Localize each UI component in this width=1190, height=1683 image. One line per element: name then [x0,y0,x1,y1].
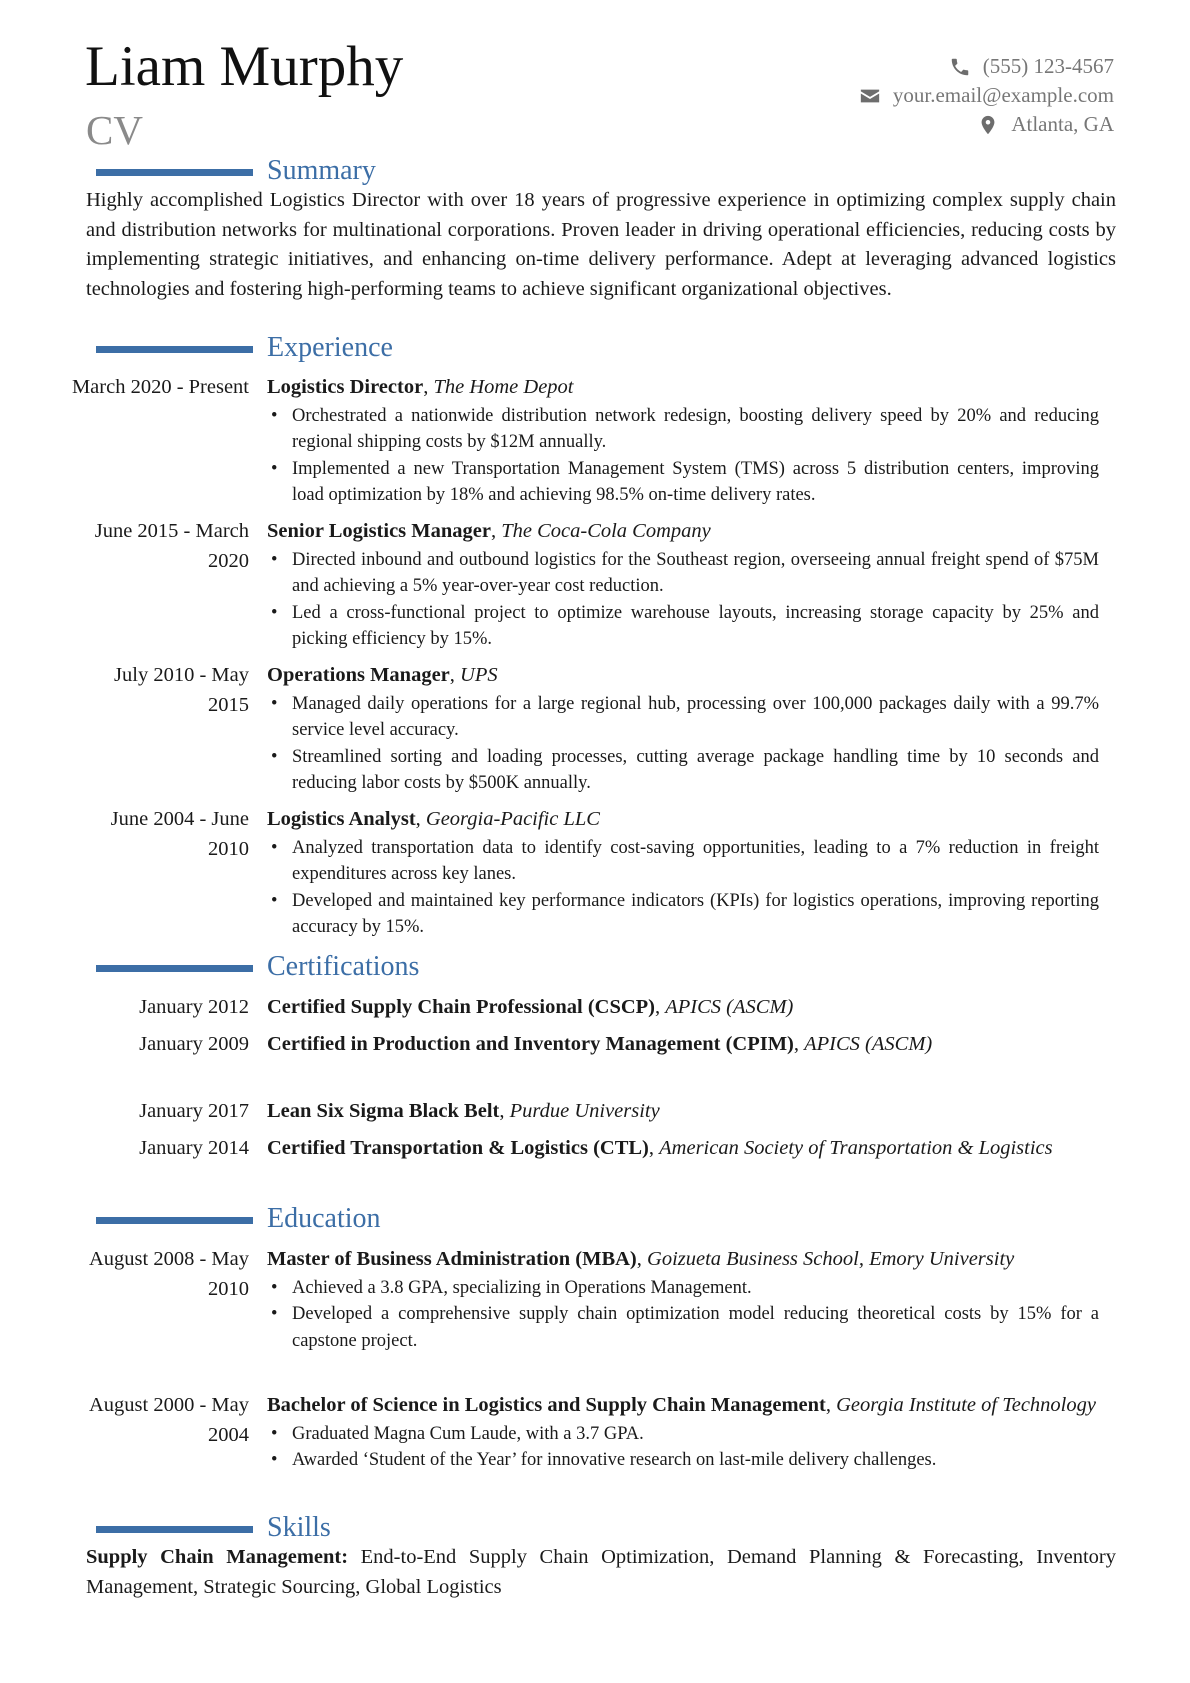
bullet-item: • Developed a comprehensive supply chain optimization model reducing theoretical costs by 15% for a capstone project. [267,1301,1099,1354]
bullet-item: • Led a cross-functional project to optimize warehouse layouts, increasing storage capacity by 25% and picking efficiency by 15%. [267,600,1099,653]
experience-section-head [0,331,1190,367]
certification-title: Lean Six Sigma Black Belt [267,1100,500,1122]
bullet-item: • Achieved a 3.8 GPA, specializing in Operations Management. [267,1275,1099,1302]
degree-title: Bachelor of Science in Logistics and Supply Chain Management [267,1394,826,1416]
entry-date: March 2020 - Present [71,376,249,398]
bullet-item: • Streamlined sorting and loading processes, cutting average package handling time by 10 seconds and reducing labor costs by $500K annually. [267,744,1099,797]
document-subtitle: CV [86,107,143,153]
issuer: APICS (ASCM) [804,1033,933,1055]
bullet-item: • Awarded ‘Student of the Year’ for innovative research on last-mile delivery challenges. [267,1447,1099,1474]
skills-category: Supply Chain Management: [86,1546,349,1568]
employer: UPS [460,664,498,686]
section-rule [96,169,253,176]
skills-section-head [0,1511,1190,1547]
job-title: Operations Manager [267,664,450,686]
job-title: Logistics Director [267,376,424,398]
issuer: APICS (ASCM) [665,996,794,1018]
skills-text [86,1543,1116,1602]
certification-title: Certified Supply Chain Professional (CSCP) [267,996,656,1018]
map-marker-icon [977,114,999,136]
summary-heading: Summary [267,155,376,186]
entry-date: January 2012 [139,996,249,1018]
section-rule [96,965,253,972]
section-rule [96,1217,253,1224]
certifications-heading: Certifications [267,951,420,982]
institution: Georgia Institute of Technology [836,1394,1096,1416]
entry-date: June 2004 - June 2010 [110,808,249,860]
education-heading: Education [267,1203,381,1234]
bullet-item: • Managed daily operations for a large regional hub, processing over 100,000 packages daily with a 99.7% service level accuracy. [267,691,1099,744]
skills-heading: Skills [267,1512,331,1543]
bullet-item: • Implemented a new Transportation Management System (TMS) across 5 distribution centers, improving load optimization by 18% and achieving 98.5% on-time delivery rates. [267,456,1099,509]
email-link[interactable]: your.email@example.com [892,83,1114,107]
issuer: American Society of Transportation & Logistics [659,1137,1053,1159]
job-title: Senior Logistics Manager [267,520,491,542]
employer: Georgia-Pacific LLC [425,808,600,830]
entry-date: June 2015 - March 2020 [94,520,249,572]
envelope-icon [859,85,881,107]
issuer: Purdue University [509,1100,660,1122]
institution: Goizueta Business School, Emory University [647,1248,1015,1270]
experience-heading: Experience [267,332,393,363]
location-text: Atlanta, GA [1011,112,1114,136]
education-section-head [0,1202,1190,1238]
bullet-item: • Graduated Magna Cum Laude, with a 3.7 GPA. [267,1421,1099,1448]
entry-date: July 2010 - May 2015 [114,664,249,716]
certification-title: Certified in Production and Inventory Management (CPIM) [267,1033,794,1055]
section-rule [96,346,253,353]
summary-section-head [0,154,1190,190]
skills-list: End-to-End Supply Chain Optimization, Demand Planning & Forecasting, Inventory Management, Strategic Sourcing, Global Logistics [86,1546,1116,1598]
certification-title: Certified Transportation & Logistics (CTL) [267,1137,649,1159]
contact-block [859,52,1114,139]
phone-icon [949,56,971,78]
degree-title: Master of Business Administration (MBA) [267,1248,637,1270]
entry-date: August 2000 - May 2004 [88,1394,249,1446]
bullet-item: • Orchestrated a nationwide distribution network redesign, boosting delivery speed by 20% and reducing regional shipping costs by $12M annually. [267,403,1099,456]
job-title: Logistics Analyst [267,808,416,830]
entry-date: January 2009 [139,1033,249,1055]
bullet-item: • Developed and maintained key performance indicators (KPIs) for logistics operations, improving reporting accuracy by 15%. [267,888,1099,941]
employer: The Home Depot [433,376,574,398]
bullet-item: • Directed inbound and outbound logistics for the Southeast region, overseeing annual freight spend of $75M and achieving a 5% year-over-year cost reduction. [267,547,1099,600]
entry-date: January 2014 [139,1137,249,1159]
phone-text[interactable]: (555) 123-4567 [982,54,1114,78]
section-rule [96,1526,253,1533]
bullet-item: • Analyzed transportation data to identify cost-saving opportunities, leading to a 7% reduction in freight expenditures across key lanes. [267,835,1099,888]
candidate-name: Liam Murphy [85,35,404,98]
employer: The Coca-Cola Company [501,520,711,542]
entry-date: January 2017 [139,1100,249,1122]
contact-location [859,110,1114,139]
summary-text: Highly accomplished Logistics Director with over 18 years of progressive experience in optimizing complex supply chain and distribution networks for multinational corporations. Proven leader in driving operational efficiencies, reducing costs by implementing strategic initiatives, and enhancing on-time delivery performance. Adept at leveraging advanced logistics technologies and fostering high-performing teams to achieve significant organizational objectives. [86,189,1116,300]
certifications-section-head [0,950,1190,986]
cv-page: Liam Murphy CV (555) 123-4567 your.email@example.com Atlanta, GA Summary Highly accomplished Logistics Director with over 18 years of progressive experience in optimizing complex supply chain and distribution networks for multinational corporations. Proven leader in driving operational efficiencies, reducing costs by implementing strategic initiatives, and enhancing on-time delivery performance. Adept at leveraging advanced logistics technologies and fostering high-performing teams to achieve significant organizational objectives. Experience March 2020 - Present Logistics Director, The Home Depot • Orchestrated a nationwide distribution network redesign, boosting delivery speed by 20% and reducing regional shipping costs by $12M annually. • Implemented a new Transportation Management System (TMS) across 5 distribution centers, improving load optimization by 18% and achieving 98.5% on-time delivery rates. June 2015 - March 2020 Senior Logistics Manager, The Coca-Cola Company • Directed inbound and outbound logistics for the Southeast region, overseeing annual freight spend of $75M and achieving a 5% year-over-year cost reduction. • Led a cross-functional project to optimize warehouse layouts, increasing storage capacity by 25% and picking efficiency by 15%. July 2010 - May 2015 Operations Manager, UPS • Managed daily operations for a large regional hub, processing over 100,000 packages daily with a 99.7% service level accuracy. • Streamlined sorting and loading processes, cutting average package handling time by 10 seconds and reducing labor costs by $500K annually. June 2004 - June 2010 Logistics Analyst, Georgia-Pacific LLC • Analyzed transportation data to identify cost-saving opportunities, leading to a 7% reduction in freight expenditures across key lanes. • Developed and maintained key performance indicators (KPIs) for logistics operations, improving reporting accuracy by 15%. Certifications January 2012 Certified Supply Chain Professional (CSCP), APICS (ASCM) January 2009 Certified in Production and Inventory Management (CPIM), APICS (ASCM) January 2017 Lean Six Sigma Black Belt, Purdue University January 2014 Certified Transportation & Logistics (CTL), American Society of Transportation & Logistics Education August 2008 - May 2010 Master of Business Administration (MBA), Goizueta Business School, Emory University • Achieved a 3.8 GPA, specializing in Operations Management. • Developed a comprehensive supply chain optimization model reducing theoretical costs by 15% for a capstone project. August 2000 - May 2004 Bachelor of Science in Logistics and Supply Chain Management, Georgia Institute of Technology • Graduated Magna Cum Laude, with a 3.7 GPA. • Awarded ‘Student of the Year’ for innovative research on last-mile delivery challenges. Skills Supply Chain Management: End-to-End Supply Chain Optimization, Demand Planning & Forecasting, Inventory Management, Strategic Sourcing, Global Logistics [0,0,1190,1683]
entry-date: August 2008 - May 2010 [88,1248,249,1300]
contact-email [859,81,1114,110]
contact-phone [859,52,1114,81]
